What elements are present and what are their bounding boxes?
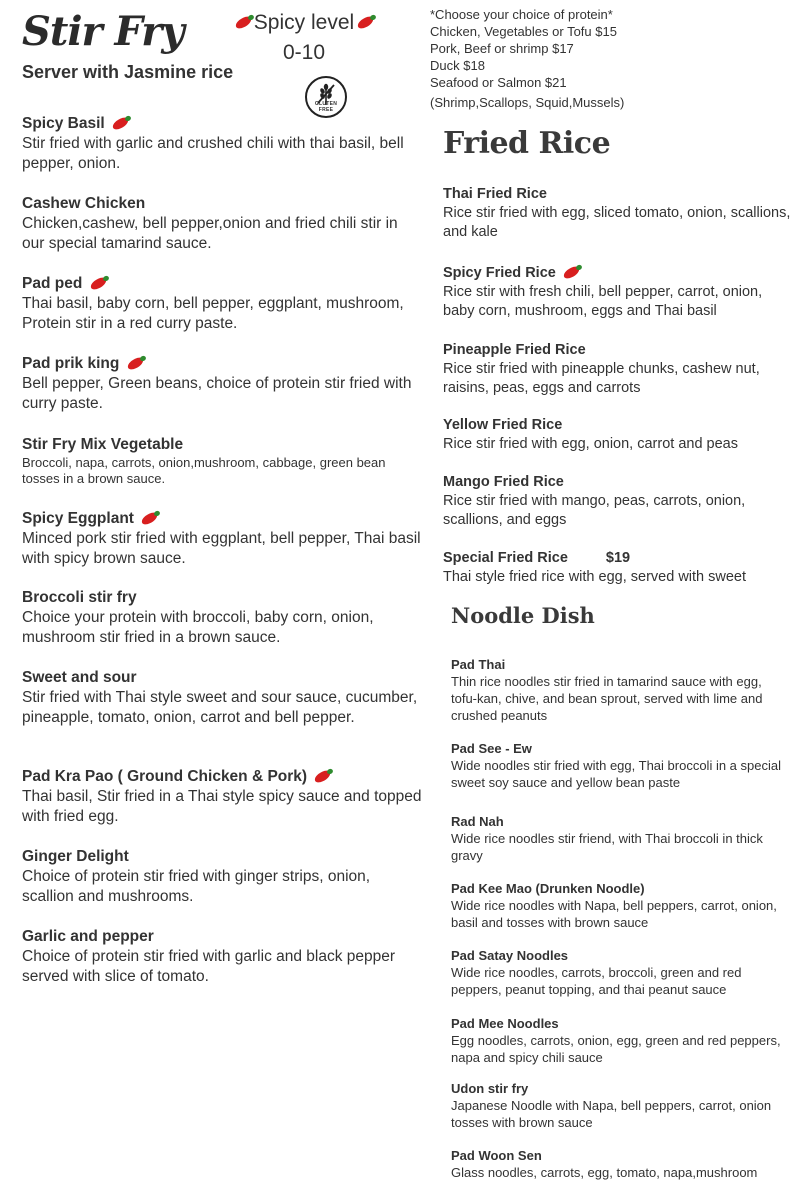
- gluten-free-text: GLUTEN FREE: [314, 101, 338, 113]
- menu-item: [451, 947, 791, 998]
- menu-item: [451, 740, 791, 791]
- item-name: Pad Mee Noodles: [451, 1016, 559, 1031]
- item-description: Rice stir fried with pineapple chunks, cashew nut, raisins, peas, eggs and carrots: [443, 361, 760, 396]
- item-description: Wide rice noodles, carrots, broccoli, green and red peppers, peanut topping, and thai peanut sauce: [451, 965, 742, 997]
- chili-pepper-icon: [311, 769, 333, 785]
- noodle-dish-title: Noodle Dish: [451, 603, 595, 628]
- item-description: Rice stir fried with egg, onion, carrot and peas: [443, 436, 738, 452]
- menu-item: [22, 354, 422, 414]
- chili-pepper-icon: [109, 116, 131, 132]
- item-name: Broccoli stir fry: [22, 589, 137, 606]
- gluten-free-icon: [305, 76, 347, 118]
- menu-item: [451, 1015, 791, 1066]
- item-name: Rad Nah: [451, 814, 504, 829]
- menu-item: [451, 656, 791, 724]
- item-name: Thai Fried Rice: [443, 186, 547, 202]
- item-name: Udon stir fry: [451, 1081, 529, 1096]
- item-description: Thai basil, Stir fried in a Thai style spicy sauce and topped with fried egg.: [22, 788, 422, 825]
- menu-item: [451, 1080, 791, 1131]
- item-description: Stir fried with garlic and crushed chili with thai basil, bell pepper, onion.: [22, 135, 404, 172]
- item-name: Cashew Chicken: [22, 195, 146, 212]
- spicy-level-text: Spicy level: [253, 11, 355, 34]
- item-description: Japanese Noodle with Napa, bell peppers, carrot, onion tosses with brown sauce: [451, 1098, 772, 1130]
- menu-item: [443, 185, 793, 242]
- menu-item: [22, 274, 422, 334]
- item-description: Egg noodles, carrots, onion, egg, green and red peppers, napa and spicy chili sauce: [451, 1033, 781, 1065]
- chili-pepper-icon: [124, 356, 146, 372]
- item-name: Stir Fry Mix Vegetable: [22, 436, 184, 453]
- menu-item: [22, 847, 422, 907]
- chili-pepper-icon: [354, 15, 376, 31]
- chili-pepper-icon: [87, 276, 109, 292]
- item-description: Bell pepper, Green beans, choice of protein stir fried with curry paste.: [22, 375, 412, 412]
- protein-price-line: Chicken, Vegetables or Tofu $15: [430, 24, 617, 39]
- item-description: Wide noodles stir fried with egg, Thai broccoli in a special sweet soy sauce and yellow bean paste: [451, 758, 781, 790]
- item-description: Glass noodles, carrots, egg, tomato, napa,mushroom: [451, 1165, 758, 1180]
- spicy-level-label: [216, 8, 392, 68]
- protein-heading: *Choose your choice of protein*: [430, 7, 613, 22]
- menu-item: [22, 194, 422, 254]
- item-name: Yellow Fried Rice: [443, 417, 563, 433]
- protein-price-line: Duck $18: [430, 58, 485, 73]
- item-name: Pad Kee Mao (Drunken Noodle): [451, 881, 645, 896]
- menu-item: [443, 264, 793, 321]
- menu-item: [443, 549, 793, 608]
- item-description: Stir fried with Thai style sweet and sour sauce, cucumber, pineapple, tomato, onion, carrot and bell pepper.: [22, 689, 418, 726]
- item-name: Pad Kra Pao ( Ground Chicken & Pork): [22, 768, 308, 785]
- item-price: $19: [605, 550, 631, 566]
- item-description: Thai style fried rice with egg, served with sweet: [443, 569, 747, 585]
- item-description: Minced pork stir fried with eggplant, bell pepper, Thai basil with spicy brown sauce.: [22, 530, 421, 567]
- item-description: Choice of protein stir fried with garlic and black pepper served with slice of tomato.: [22, 948, 396, 985]
- item-description: Choice of protein stir fried with ginger strips, onion, scallion and mushrooms.: [22, 868, 371, 905]
- menu-item: [22, 668, 422, 728]
- item-name: Spicy Eggplant: [22, 510, 134, 527]
- stir-fry-subtitle: Server with Jasmine rice: [22, 62, 234, 82]
- item-description: Choice your protein with broccoli, baby corn, onion, mushroom stir fried in a brown sauce.: [22, 609, 374, 646]
- menu-item: [443, 416, 793, 454]
- item-description: Rice stir with fresh chili, bell pepper, carrot, onion, baby corn, mushroom, eggs and Thai basil: [443, 284, 763, 319]
- menu-item: [22, 509, 422, 569]
- menu-item: [443, 473, 793, 530]
- item-description: Thai basil, baby corn, bell pepper, eggplant, mushroom, Protein stir in a red curry paste.: [22, 295, 404, 332]
- item-description: Thin rice noodles stir fried in tamarind sauce with egg, tofu-kan, chive, and bean sprout, served with lime and crushed peanuts: [451, 674, 763, 723]
- menu-item: [451, 813, 791, 864]
- spicy-level-range: 0-10: [282, 41, 326, 64]
- item-name: Pad See - Ew: [451, 741, 532, 756]
- item-description: Wide rice noodles with Napa, bell peppers, carrot, onion, basil and tosses with brown sauce: [451, 898, 777, 930]
- chili-pepper-icon: [138, 511, 160, 527]
- menu-item: [443, 341, 793, 398]
- protein-price-note: (Shrimp,Scallops, Squid,Mussels): [430, 95, 625, 110]
- item-name: Pad prik king: [22, 355, 120, 372]
- item-name: Pad Satay Noodles: [451, 948, 569, 963]
- chili-pepper-icon: [560, 265, 582, 281]
- item-name: Pad Thai: [451, 657, 506, 672]
- menu-item: [22, 114, 422, 174]
- menu-item: [22, 435, 422, 487]
- menu-item: [22, 588, 422, 648]
- menu-item: [451, 1147, 791, 1181]
- menu-item: [22, 927, 422, 987]
- chili-pepper-icon: [232, 15, 254, 31]
- item-name: Spicy Basil: [22, 115, 105, 132]
- item-description: Rice stir fried with mango, peas, carrots, onion, scallions, and eggs: [443, 493, 746, 528]
- protein-price-line: Pork, Beef or shrimp $17: [430, 41, 574, 56]
- item-name: Sweet and sour: [22, 669, 137, 686]
- item-description: Rice stir fried with egg, sliced tomato, onion, scallions, and kale: [443, 205, 791, 240]
- item-description: Chicken,cashew, bell pepper,onion and fried chili stir in our special tamarind sauce.: [22, 215, 398, 252]
- protein-price-line: Seafood or Salmon $21: [430, 75, 567, 90]
- item-name: Ginger Delight: [22, 848, 129, 865]
- item-description: Wide rice noodles stir friend, with Thai broccoli in thick gravy: [451, 831, 763, 863]
- fried-rice-title: Fried Rice: [443, 126, 611, 161]
- item-name: Pad ped: [22, 275, 83, 292]
- item-name: Pineapple Fried Rice: [443, 342, 586, 358]
- menu-item: [451, 880, 791, 931]
- item-name: Special Fried Rice: [443, 550, 568, 566]
- item-name: Mango Fried Rice: [443, 474, 564, 490]
- item-name: Pad Woon Sen: [451, 1148, 542, 1163]
- item-name: Garlic and pepper: [22, 928, 154, 945]
- item-description: Broccoli, napa, carrots, onion,mushroom, cabbage, green bean tosses in a brown sauce.: [22, 455, 386, 486]
- protein-price-list: [430, 6, 624, 111]
- stir-fry-title: Stir Fry: [22, 8, 184, 55]
- item-name: Spicy Fried Rice: [443, 265, 556, 281]
- menu-item: [22, 767, 422, 827]
